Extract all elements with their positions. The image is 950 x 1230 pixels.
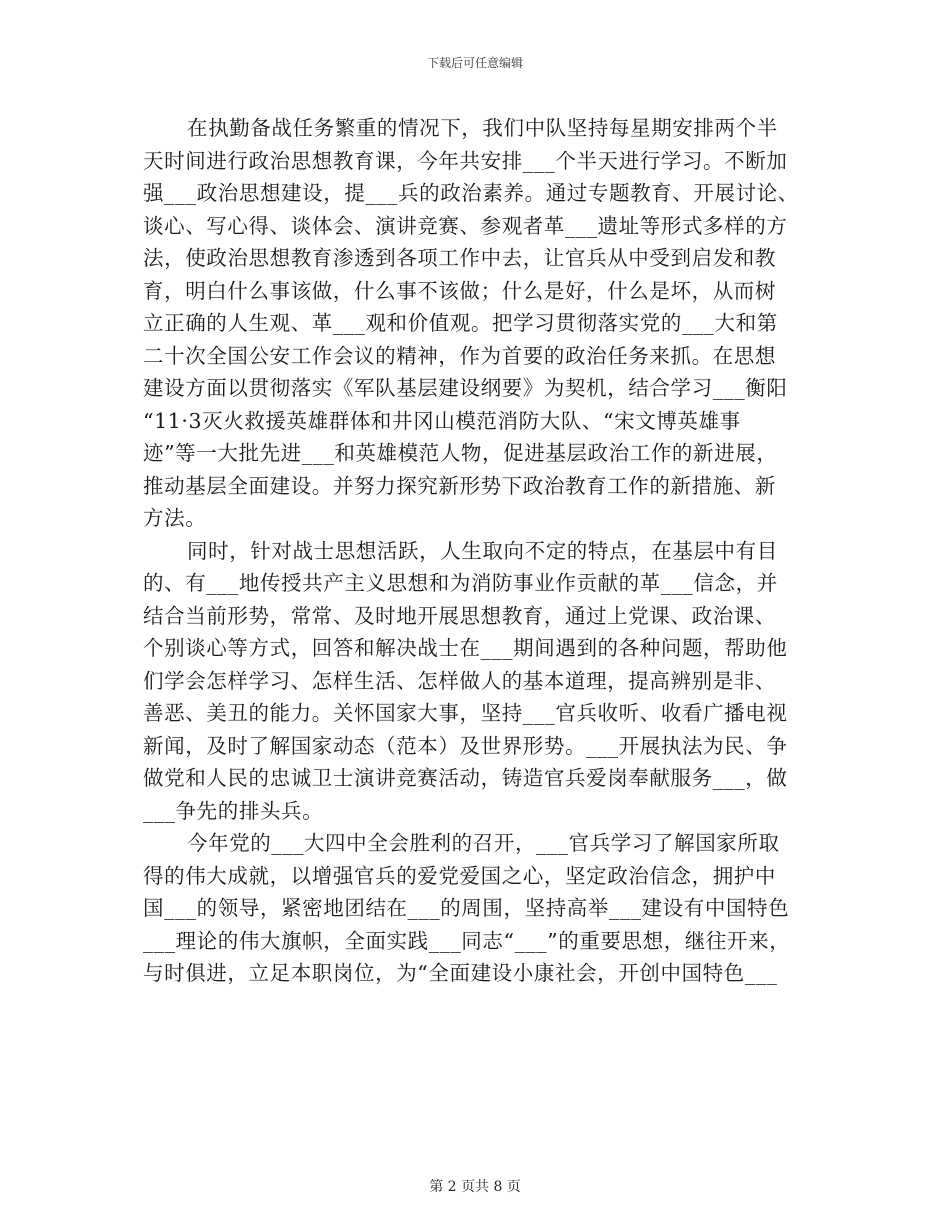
paragraph-line: 今年党的___大四中全会胜利的召开，___官兵学习了解国家所取 [187, 831, 780, 855]
paragraph-line: 推动基层全面建设。并努力探究新形势下政治教育工作的新措施、新 [143, 473, 776, 498]
paragraph-line: 二十次全国公安工作会议的精神，作为首要的政治任务来抓。在思想 [143, 343, 776, 368]
page-number: 第 2 页共 8 页 [429, 1179, 521, 1195]
paragraph-line: 个别谈心等方式，回答和解决战士在___期间遇到的各种问题，帮助他 [143, 636, 788, 660]
paragraph-line: 善恶、美丑的能力。关怀国家大事，坚持___官兵收听、收看广播电视 [143, 701, 788, 725]
paragraph-line: ___争先的排头兵。 [143, 798, 324, 823]
header-note: 下载后可任意编辑 [426, 56, 523, 70]
paragraph-line: 与时俱进，立足本职岗位，为“全面建设小康社会，开创中国特色___ [143, 961, 778, 985]
paragraph-line: 强___政治思想建设，提___兵的政治素养。通过专题教育、开展讨论、 [143, 181, 799, 205]
paragraph-line: 新闻，及时了解国家动态（范本）及世界形势。___开展执法为民、争 [143, 733, 788, 758]
paragraph-line: 国___的领导，紧密地团结在___的周围，坚持高举___建设有中国特色 [143, 896, 790, 920]
paragraph-line: 迹”等一大批先进___和英雄模范人物，促进基层政治工作的新进展， [143, 441, 778, 465]
paragraph-line: 做党和人民的忠诚卫士演讲竞赛活动，铸造官兵爱岗奉献服务___，做 [143, 766, 788, 790]
paragraph-line: 育，明白什么事该做，什么事不该做；什么是好，什么是坏，从而树 [143, 278, 776, 303]
paragraph-line: 谈心、写心得、谈体会、演讲竞赛、参观者革___遗址等形式多样的方 [143, 213, 788, 238]
paragraph-line: ___理论的伟大旗帜，全面实践___同志“___”的重要思想，继往开来， [143, 928, 791, 953]
paragraph-line: “11·3灭火救援英雄群体和井冈山模范消防大队、“宋文博英雄事 [143, 408, 741, 433]
paragraph-line: 在执勤备战任务繁重的情况下，我们中队坚持每星期安排两个半 [187, 116, 778, 140]
paragraph-line: 们学会怎样学习、怎样生活、怎样做人的基本道理，提高辨别是非、 [143, 668, 776, 693]
document-body [143, 112, 803, 990]
paragraph-1 [143, 112, 803, 535]
paragraph-2 [143, 535, 803, 828]
paragraph-line: 建设方面以贯彻落实《军队基层建设纲要》为契机，结合学习___衡阳 [143, 376, 788, 400]
paragraph-line: 法，使政治思想教育渗透到各项工作中去，让官兵从中受到启发和教 [143, 246, 776, 270]
paragraph-line: 方法。 [143, 506, 207, 530]
paragraph-line: 结合当前形势，常常、及时地开展思想教育，通过上党课、政治课、 [143, 603, 776, 628]
paragraph-line: 同时，针对战士思想活跃，人生取向不定的特点，在基层中有目 [187, 538, 778, 563]
paragraph-line: 得的伟大成就，以增强官兵的爱党爱国之心，坚定政治信念，拥护中 [143, 863, 776, 888]
paragraph-3 [143, 827, 803, 990]
paragraph-line: 立正确的人生观、革___观和价值观。把学习贯彻落实党的___大和第 [143, 311, 778, 335]
paragraph-line: 天时间进行政治思想教育课，今年共安排___个半天进行学习。不断加 [143, 148, 788, 173]
paragraph-line: 的、有___地传授共产主义思想和为消防事业作贡献的革___信念，并 [143, 571, 778, 595]
